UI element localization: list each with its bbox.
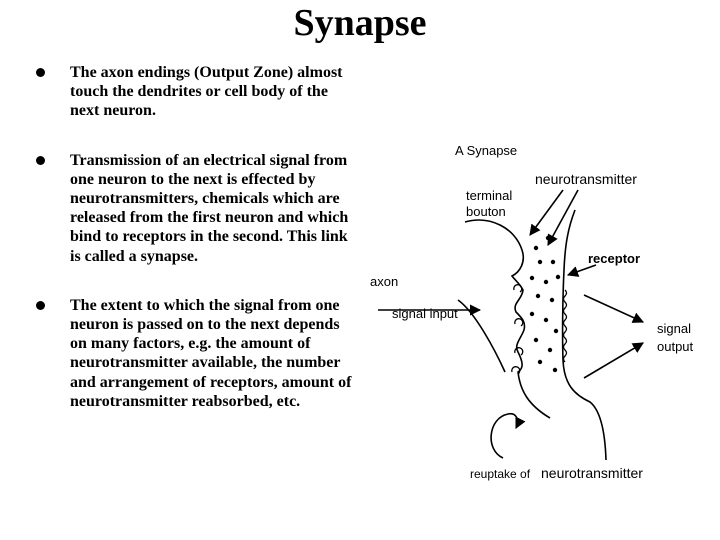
neurotransmitter-arrow-left <box>530 190 563 235</box>
neurotransmitter-particles <box>530 236 560 372</box>
terminal-label: terminal <box>466 188 513 203</box>
bullet-item <box>36 296 356 411</box>
bullet-dot-icon <box>36 301 45 310</box>
receptor-label: receptor <box>588 251 641 266</box>
receptor-arrow <box>568 265 596 275</box>
diagram-arrows <box>378 190 643 458</box>
bullet-text: The axon endings (Output Zone) almost touch the dendrites or cell body of the next neuron. <box>70 64 343 120</box>
signal-input-label: signal input <box>392 306 458 321</box>
bullet-list <box>36 63 356 411</box>
reuptake-label: reuptake of <box>470 467 531 481</box>
neurotransmitter-arrow-right <box>548 190 578 245</box>
bullet-item <box>36 151 356 266</box>
bullet-text: The extent to which the signal from one neuron is passed on to the next depends on many factors, e.g. the amount of neurotransmitter available, the number and arrangement of receptors, amount of neurotransmitter reabsorbed, etc. <box>70 296 352 410</box>
signal-output-arrow-2 <box>584 343 643 378</box>
signal-output-arrow-1 <box>584 295 643 322</box>
signal-output-label-1: signal <box>657 321 691 336</box>
bullet-item <box>36 63 356 121</box>
receptor-squiggle <box>564 290 567 362</box>
synapse-diagram <box>355 130 710 490</box>
slide-title: Synapse <box>293 2 427 44</box>
neurotransmitter-label: neurotransmitter <box>535 171 637 187</box>
diagram-caption: A Synapse <box>455 143 518 158</box>
bullet-dot-icon <box>36 156 45 165</box>
signal-output-label-2: output <box>657 339 694 354</box>
postsynaptic-membrane <box>563 210 606 460</box>
bullet-dot-icon <box>36 68 45 77</box>
axon-label: axon <box>370 274 399 289</box>
reuptake-arrow <box>491 414 517 458</box>
bullet-text: Transmission of an electrical signal from one neuron to the next is effected by neurotransmitters, chemicals which are released from the first neuron and which bind to receptors in the second. This link is called a synapse. <box>70 151 349 265</box>
reuptake-neurotransmitter-label: neurotransmitter <box>541 465 643 481</box>
bouton-label: bouton <box>466 204 506 219</box>
